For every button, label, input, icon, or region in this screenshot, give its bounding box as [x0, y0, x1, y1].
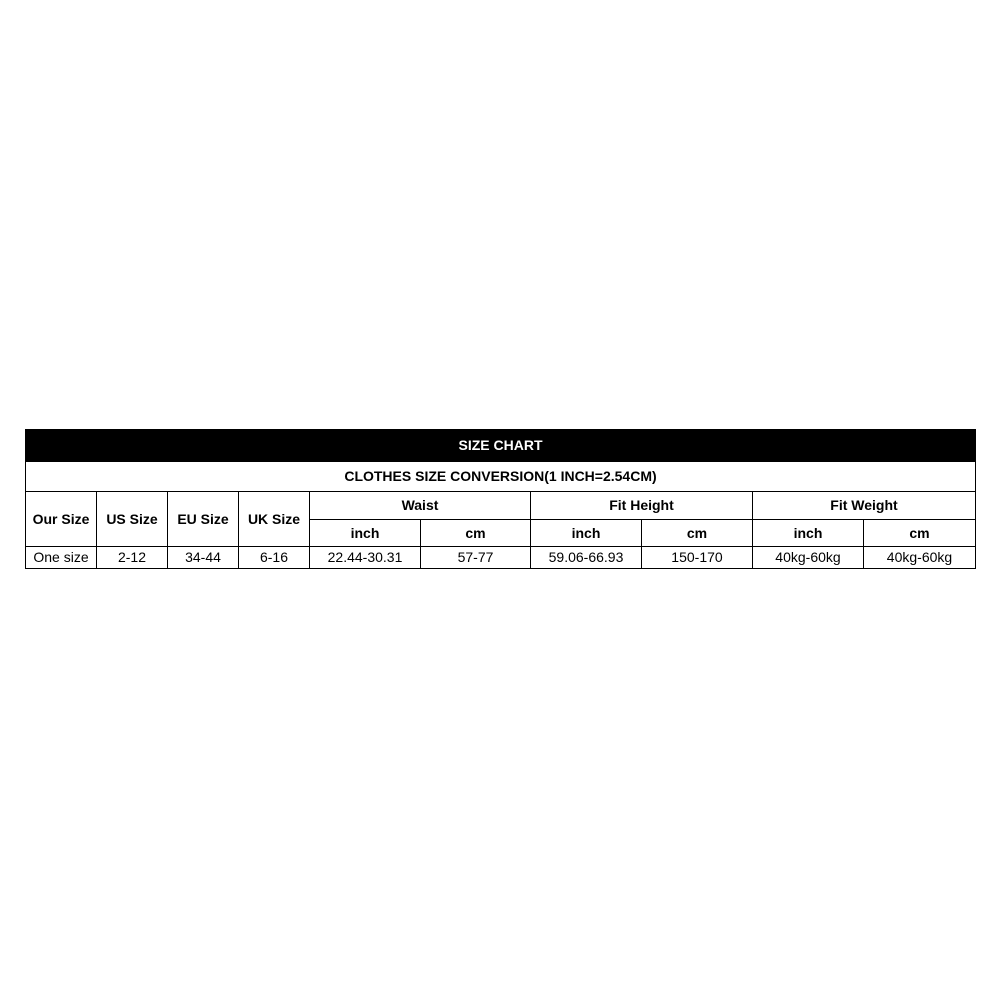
chart-title: SIZE CHART: [26, 430, 976, 462]
table-row: [26, 547, 976, 569]
chart-subtitle: CLOTHES SIZE CONVERSION(1 INCH=2.54CM): [26, 462, 976, 492]
size-chart-table: [25, 429, 976, 569]
header-eu-size: EU Size: [168, 492, 239, 547]
header-uk-size: UK Size: [239, 492, 310, 547]
header-row: [26, 492, 976, 520]
header-us-size: US Size: [97, 492, 168, 547]
unit-height-inch: inch: [531, 520, 642, 547]
cell-height-inch: 59.06-66.93: [531, 547, 642, 569]
unit-weight-cm: cm: [864, 520, 976, 547]
cell-our-size: One size: [26, 547, 97, 569]
cell-weight-cm: 40kg-60kg: [864, 547, 976, 569]
header-waist: Waist: [310, 492, 531, 520]
title-row: [26, 430, 976, 462]
cell-eu-size: 34-44: [168, 547, 239, 569]
header-fit-weight: Fit Weight: [753, 492, 976, 520]
cell-us-size: 2-12: [97, 547, 168, 569]
cell-waist-inch: 22.44-30.31: [310, 547, 421, 569]
unit-height-cm: cm: [642, 520, 753, 547]
cell-height-cm: 150-170: [642, 547, 753, 569]
unit-waist-cm: cm: [421, 520, 531, 547]
unit-waist-inch: inch: [310, 520, 421, 547]
subtitle-row: [26, 462, 976, 492]
cell-weight-inch: 40kg-60kg: [753, 547, 864, 569]
unit-weight-inch: inch: [753, 520, 864, 547]
size-chart: [25, 429, 975, 569]
cell-waist-cm: 57-77: [421, 547, 531, 569]
header-fit-height: Fit Height: [531, 492, 753, 520]
cell-uk-size: 6-16: [239, 547, 310, 569]
header-our-size: Our Size: [26, 492, 97, 547]
